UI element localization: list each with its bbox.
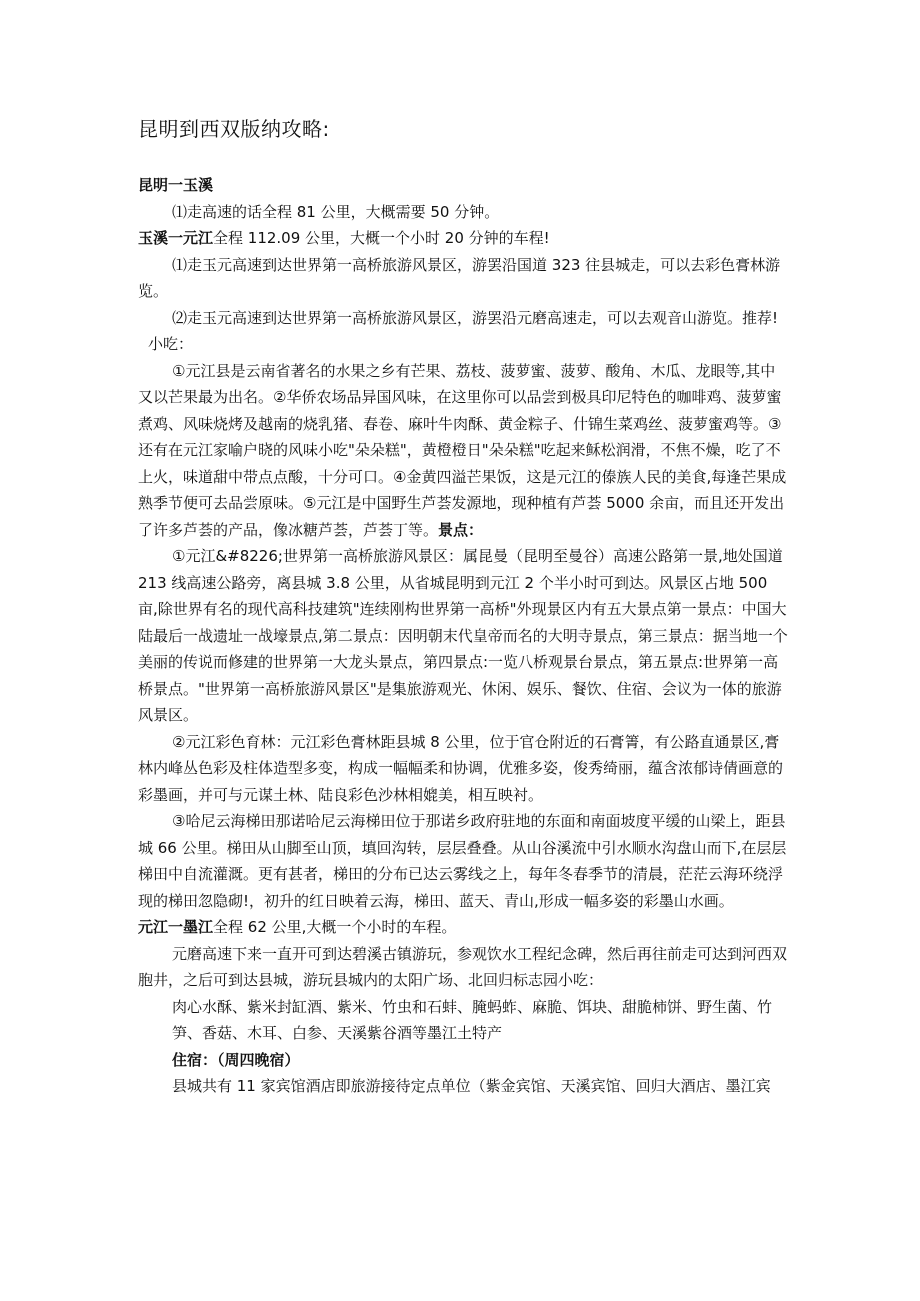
section-intro-yuanjiang-mojiang: 全程 62 公里,大概一个小时的车程。	[213, 918, 457, 936]
paragraph-mojiang-route: 元磨高速下来一直开可到达碧溪古镇游玩，参观饮水工程纪念碑，然后再往前走可达到河西双胞井，之后可到达县城，游玩县城内的太阳广场、北回归标志园小吃：	[138, 944, 788, 989]
paragraph-snacks: ①元江县是云南省著名的水果之乡有芒果、荔枝、菠萝蜜、菠萝、酸角、木瓜、龙眼等,其中又以芒果最为出名。②华侨农场品异国风味，在这里你可以品尝到极具印尼特色的咖啡鸡、菠萝蜜煮鸡、风味烧烤及越南的烧乳猪、春卷、麻叶牛肉酥、黄金粽子、什锦生菜鸡丝、菠萝蜜鸡等。③还有在元江家喻户晓的风味小吃"朵朵糕"，黄橙橙日"朵朵糕"吃起来稣松润滑，不焦不燥，吃了不上火，味道甜中带点点酸，十分可口。④金黄四溢芒果饭，这是元江的傣族人民的美食,每逢芒果成熟季节便可去品尝原味。⑤元江是中国野生芦荟发源地，现种植有芦荟 5000 余亩，而且还开发出了许多芦荟的产品，像冰糖芦荟，芦荟丁等。	[138, 361, 787, 539]
paragraph-attraction-2: ②元江彩色育林：元江彩色膏林距县城 8 公里，位于官仓附近的石膏箐，有公路直通景区,膏林内峰丛色彩及柱体造型多变，构成一幅幅柔和协调，优雅多姿，俊秀绮丽，蕴含浓郁诗倩画意的彩墨画，并可与元谋土林、陆良彩色沙林相媲美，相互映衬。	[138, 732, 784, 804]
paragraph-route-2: ⑵走玉元高速到达世界第一高桥旅游风景区，游罢沿元磨高速走，可以去观音山游览。推荐!	[172, 308, 779, 327]
lodging-heading: 住宿：（周四晚宿）	[172, 1050, 300, 1069]
paragraph-route-1: ⑴走玉元高速到达世界第一高桥旅游风景区，游罢沿国道 323 往县城走，可以去彩色膏林游览。	[138, 255, 781, 300]
paragraph-attraction-3: ③哈尼云海梯田那诺哈尼云海梯田位于那诺乡政府驻地的东面和南面坡度平缓的山梁上，距县城 66 公里。梯田从山脚至山顶，填回沟转，层层叠叠。从山谷溪流中引水顺水沟盘山而下,在层层梯田中自流灌溉。更有甚者，梯田的分布已达云雾线之上，每年冬春季节的清晨，茫茫云海环绕浮现的梯田忽隐砌!，初升的红日映着云海，梯田、蓝天、青山,形成一幅多姿的彩墨山水画。	[138, 812, 787, 910]
section-heading-yuxi-yuanjiang: 玉溪一元江	[138, 229, 214, 247]
snacks-label: 小吃：	[148, 335, 194, 353]
document-title: 昆明到西双版纳攻略:	[138, 117, 330, 141]
paragraph-kunming-yuxi-route: ⑴走高速的话全程 81 公里，大概需要 50 分钟。	[172, 202, 500, 221]
paragraph-attraction-1: ①元江&#8226;世界第一高桥旅游风景区：属昆曼（昆明至曼谷）高速公路第一景,地处国道 213 线高速公路旁，离县城 3.8 公里，从省城昆明到元江 2 个半小时可到达。风景区占地 500 亩,除世界有名的现代高科技建筑"连续刚构世界第一高桥"外现景区内有五大景点第一景点：中国大陆最后一战遗址一战壕景点,第二景点：因明朝末代皇帝而名的大明寺景点，第三景点：据当地一个美丽的传说而修建的世界第一大龙头景点，第四景点:一览八桥观景台景点，第五景点:世界第一高桥景点。"世界第一高桥旅游风景区"是集旅游观光、休闲、娱乐、餐饮、住宿、会议为一体的旅游风景区。	[138, 547, 788, 724]
section-intro-yuxi-yuanjiang: 全程 112.09 公里，大概一个小时 20 分钟的车程!	[213, 229, 550, 247]
attractions-label: 景点：	[438, 520, 484, 539]
document-body	[138, 172, 788, 1100]
paragraph-lodging: 县城共有 11 家宾馆酒店即旅游接待定点单位（紫金宾馆、天溪宾馆、回归大酒店、墨江宾	[172, 1077, 771, 1095]
paragraph-mojiang-snacks: 肉心水酥、紫米封缸酒、紫米、竹虫和石蚌、腌蚂蚱、麻脆、饵块、甜脆柿饼、野生菌、竹笋、香菇、木耳、白参、天溪紫谷酒等墨江土特产	[172, 997, 773, 1042]
section-heading-kunming-yuxi: 昆明一玉溪	[138, 176, 214, 194]
section-heading-yuanjiang-mojiang: 元江一墨江	[138, 918, 214, 936]
